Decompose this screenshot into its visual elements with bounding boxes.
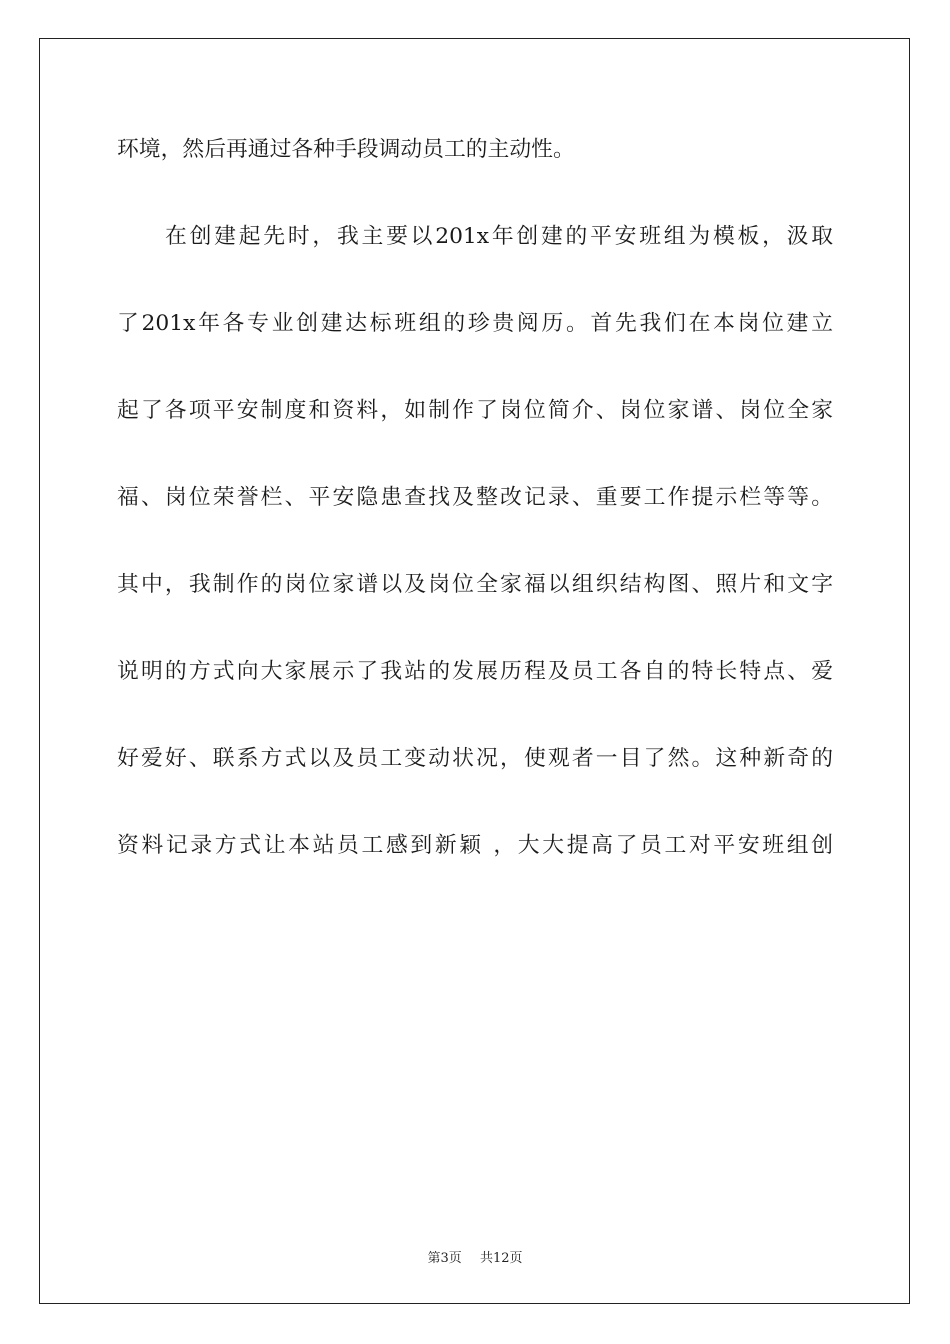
text-line: 环境，然后再通过各种手段调动员工的主动性。 — [117, 137, 575, 162]
page-footer — [0, 1247, 950, 1266]
text-line: 说明的方式向大家展示了我站的发展历程及员工各自的特长特点、爱 — [117, 659, 833, 684]
text-line: 了201x年各专业创建达标班组的珍贵阅历。首先我们在本岗位建立 — [117, 311, 833, 336]
text-line: 起了各项平安制度和资料，如制作了岗位简介、岗位家谱、岗位全家 — [117, 398, 833, 423]
text-line: 在创建起先时，我主要以201x年创建的平安班组为模板，汲取 — [165, 224, 833, 249]
text-line: 福、岗位荣誉栏、平安隐患查找及整改记录、重要工作提示栏等等。 — [117, 485, 833, 510]
text-line: 其中，我制作的岗位家谱以及岗位全家福以组织结构图、照片和文字 — [117, 572, 833, 597]
text-line: 资料记录方式让本站员工感到新颖 ，大大提高了员工对平安班组创 — [117, 833, 833, 858]
document-body — [117, 128, 833, 911]
page-number: 第3页 — [427, 1251, 462, 1266]
text-line: 好爱好、联系方式以及员工变动状况，使观者一目了然。这种新奇的 — [117, 746, 833, 771]
page-total: 共12页 — [479, 1251, 523, 1266]
